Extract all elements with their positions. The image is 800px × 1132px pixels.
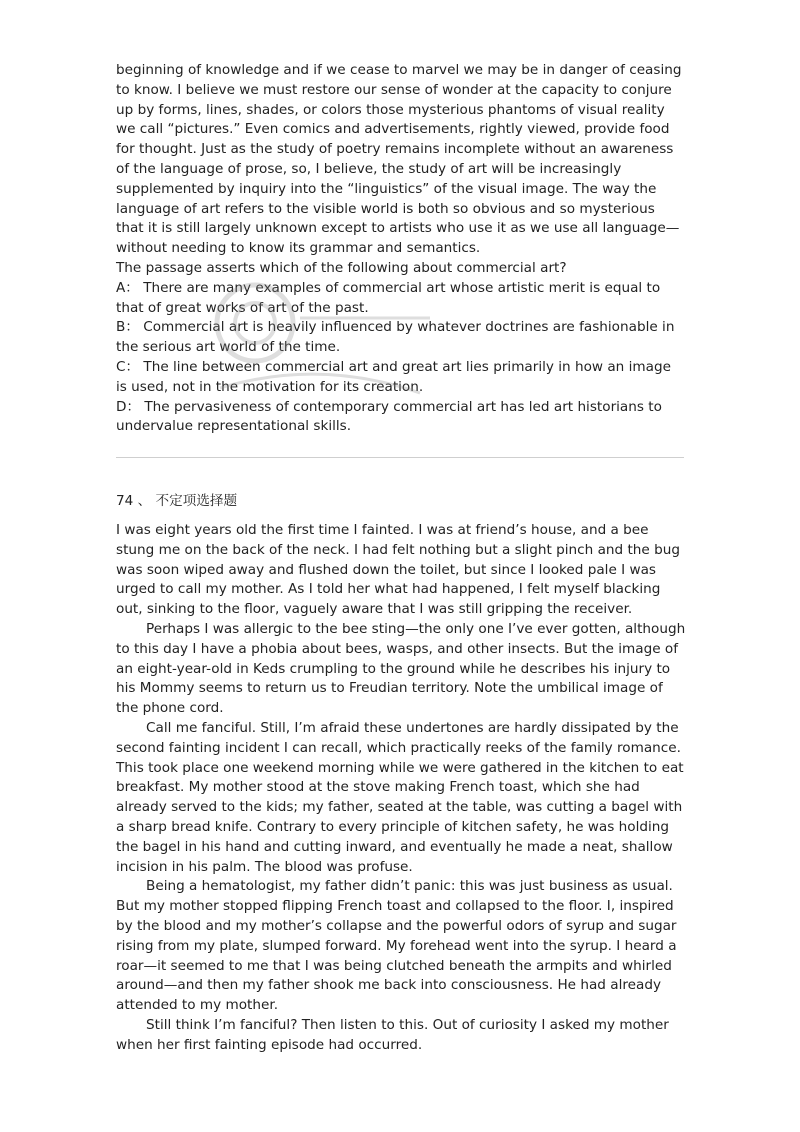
option-c: C： The line between commercial art and great art lies primarily in how an image is used, not in the motivation for its creation. xyxy=(116,358,671,395)
option-b: B： Commercial art is heavily influenced by whatever doctrines are fashionable in the serious art world of the time. xyxy=(116,319,675,356)
section-divider xyxy=(116,457,684,458)
passage-paragraph: beginning of knowledge and if we cease to marvel we may be in danger of ceasing to know. I believe we must restore our sense of wonder at the capacity to conjure up by forms, lines, shades, or colors those mysterious phantoms of visual reality we call “pictures.” Even comics and advertisements, rightly viewed, provide food for thought. Just as the study of poetry remains incomplete without an awareness of the language of prose, so, I believe, the study of art will be increasingly supplemented by inquiry into the “linguistics” of the visual image. The way the language of art refers to the visible world is both so obvious and so mysterious that it is still largely unknown except to artists who use it as we use all language—without needing to know its grammar and semantics. xyxy=(116,62,682,257)
option-a: A： There are many examples of commercial art whose artistic merit is equal to that of great works of art of the past. xyxy=(116,279,661,316)
paragraph: I was eight years old the first time I fainted. I was at friend’s house, and a bee stung me on the back of the neck. I had felt nothing but a slight pinch and the bug was soon wiped away and flushed down the toilet, but since I looked pale I was urged to call my mother. As I told her what had happened, I felt myself blacking out, sinking to the floor, vaguely aware that I was still gripping the receiver. xyxy=(116,522,680,618)
paragraph: Perhaps I was allergic to the bee sting—the only one I’ve ever gotten, although to this day I have a phobia about bees, wasps, and other insects. But the image of an eight-year-old in Keds crumpling to the ground while he describes his injury to his Mommy seems to return us to Freudian territory. Note the umbilical image of the phone cord. xyxy=(116,620,686,717)
question-header: 74 、 不定项选择题 xyxy=(116,493,238,509)
passage-block-74 xyxy=(116,521,686,1056)
paragraph: Still think I’m fanciful? Then listen to this. Out of curiosity I asked my mother when her first fainting episode had occurred. xyxy=(116,1016,669,1053)
paragraph: Being a hematologist, my father didn’t panic: this was just business as usual. But my mother stopped flipping French toast and collapsed to the floor. I, inspired by the blood and my mother’s collapse and the powerful odors of syrup and sugar rising from my plate, slumped forward. My forehead went into the syrup. I heard a roar—it seemed to me that I was being clutched beneath the armpits and whirled around—and then my father shook me back into consciousness. He had already attended to my mother. xyxy=(116,878,677,1014)
passage-block xyxy=(116,61,686,437)
option-d: D： The pervasiveness of contemporary commercial art has led art historians to undervalue representational skills. xyxy=(116,398,662,435)
paragraph: Call me fanciful. Still, I’m afraid these undertones are hardly dissipated by the second fainting incident I can recall, which practically reeks of the family romance. This took place one weekend morning while we were gathered in the kitchen to eat breakfast. My mother stood at the stove making French toast, which she had already served to the kids; my father, seated at the table, was cutting a bagel with a sharp bread knife. Contrary to every principle of kitchen safety, he was holding the bagel in his hand and cutting inward, and eventually he made a neat, shallow incision in his palm. The blood was profuse. xyxy=(116,719,684,875)
question-text: The passage asserts which of the following about commercial art? xyxy=(116,259,567,276)
